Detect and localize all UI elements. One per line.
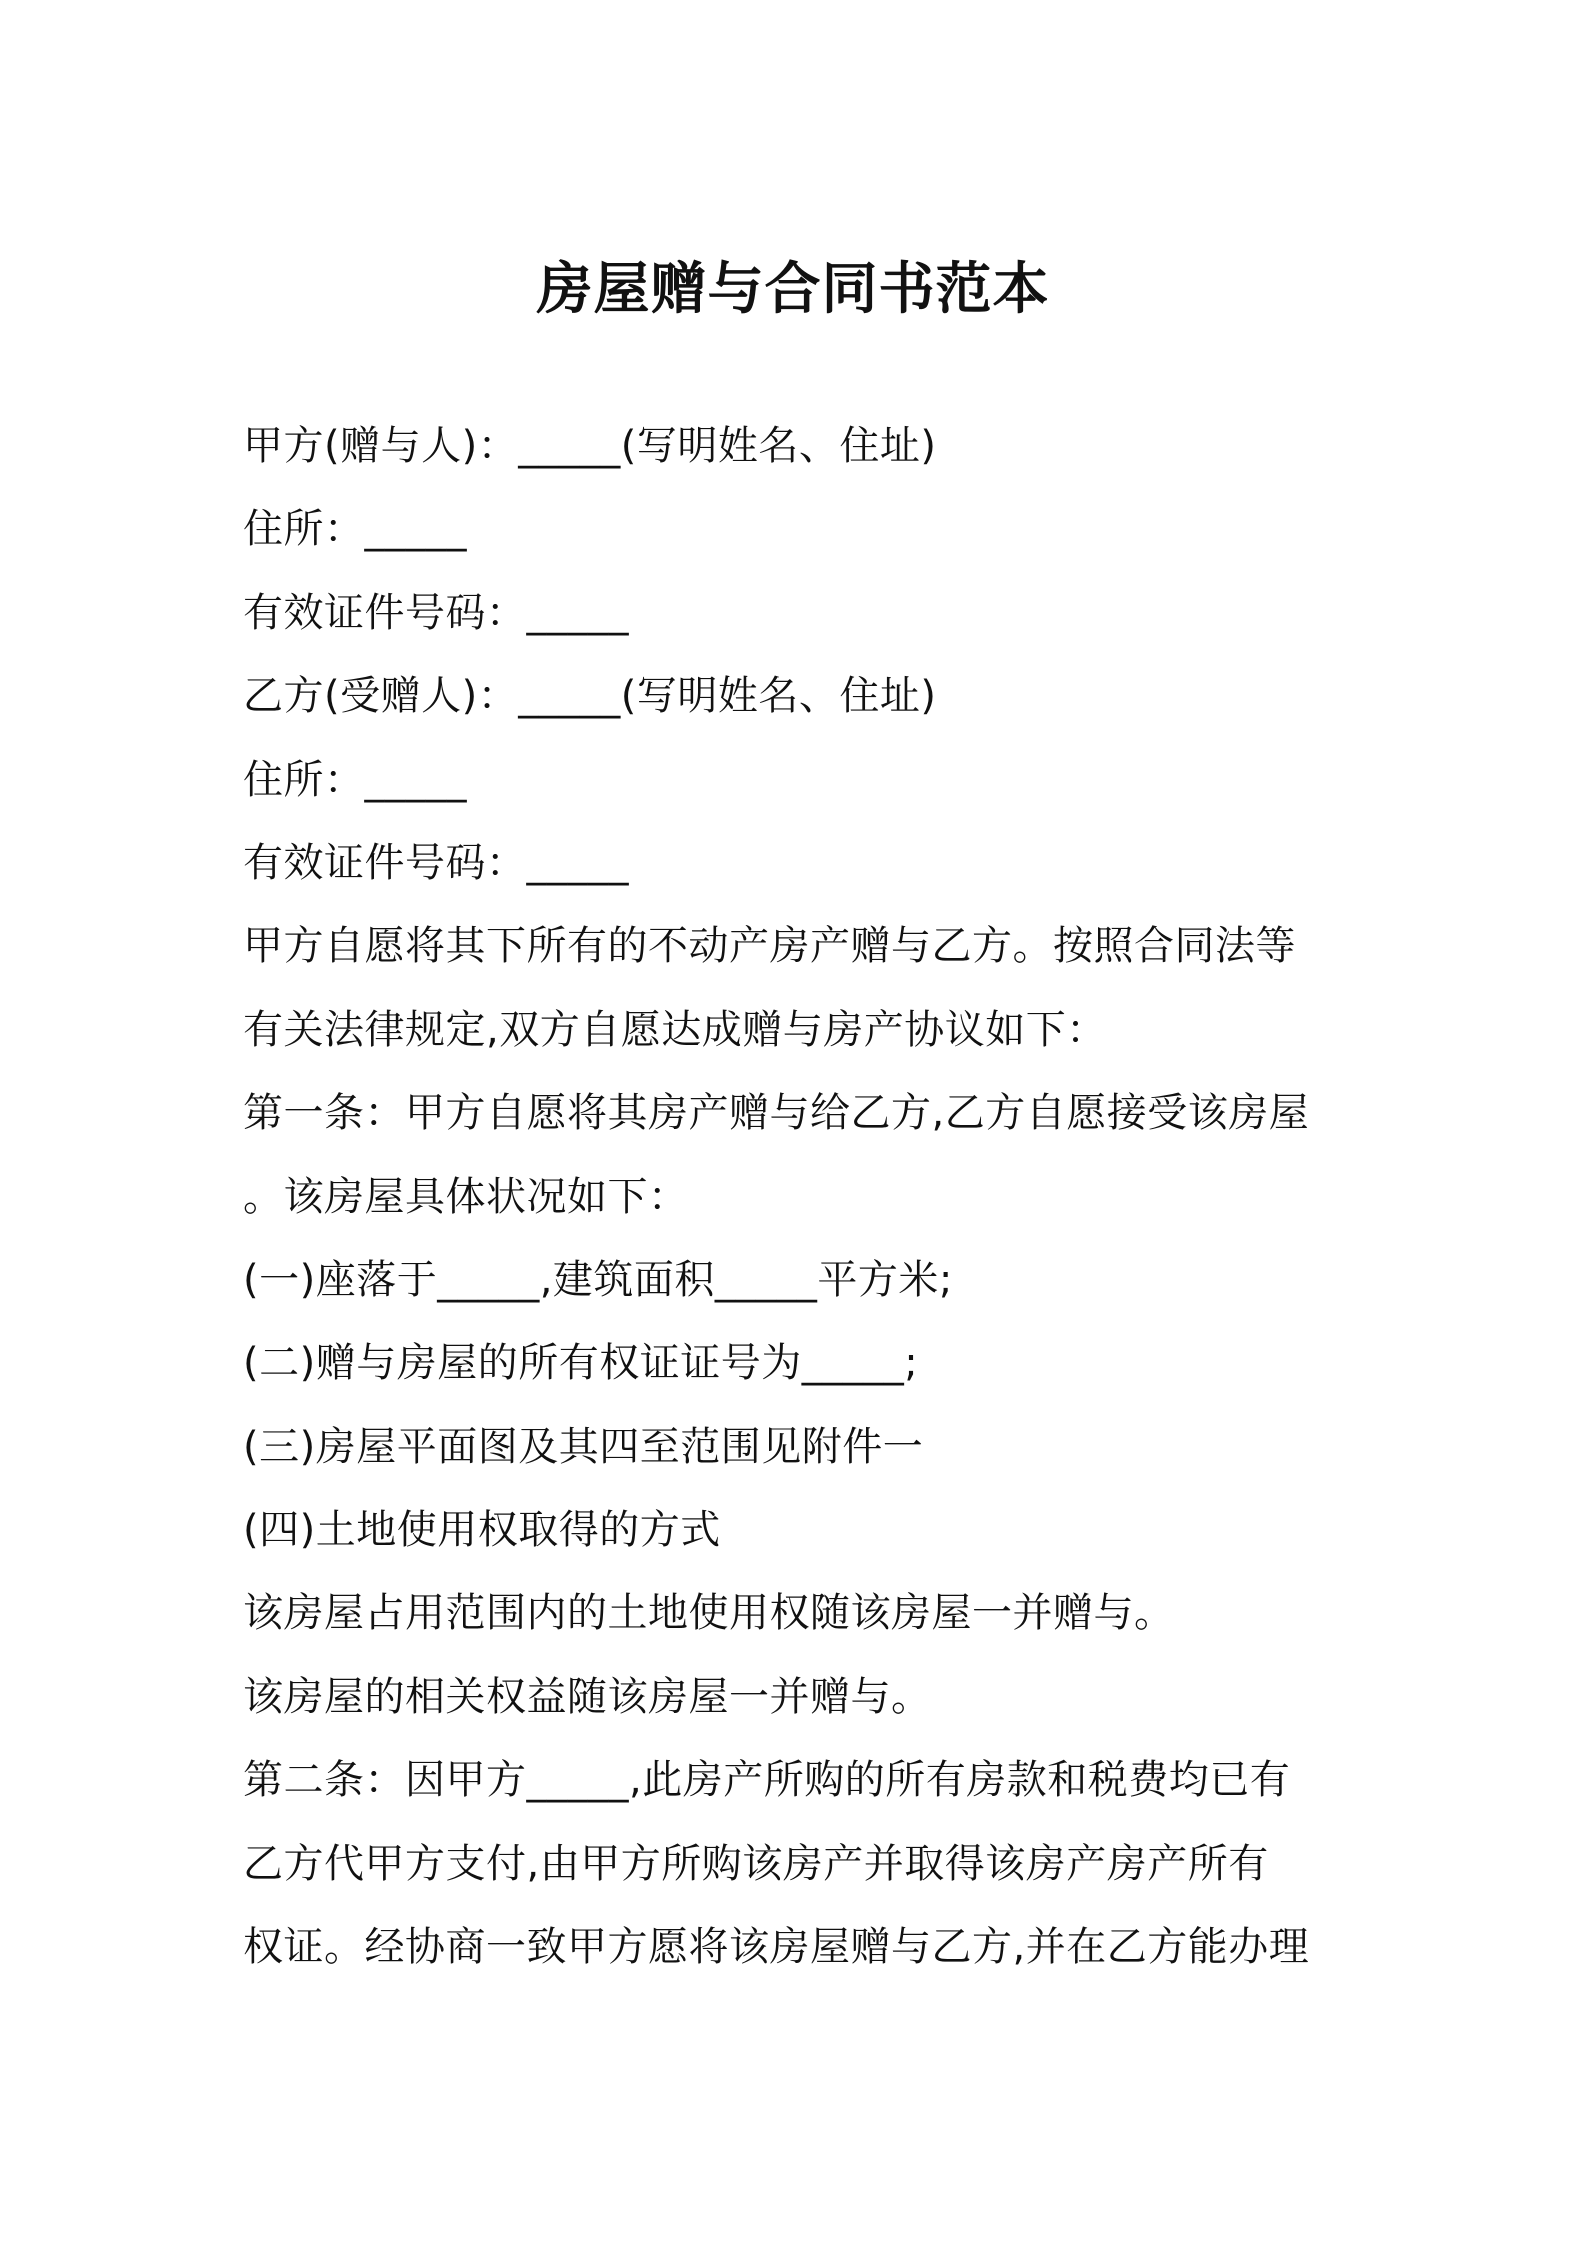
donor-line: 甲方(赠与人)：_____(写明姓名、住址): [243, 423, 937, 469]
preamble-line: 甲方自愿将其下所有的不动产房产赠与乙方。按照合同法等: [243, 923, 1296, 970]
clause-item: (四)土地使用权取得的方式: [243, 1507, 721, 1554]
article-two-line: 乙方代甲方支付,由甲方所购该房产并取得该房产房产所有: [243, 1840, 1269, 1887]
donee-line: 乙方(受赠人)：_____(写明姓名、住址): [243, 673, 937, 720]
article-two-line: 第二条：因甲方_____,此房产所购的所有房款和税费均已有: [243, 1757, 1291, 1804]
article-one-line: 第一条：甲方自愿将其房产赠与给乙方,乙方自愿接受该房屋: [243, 1090, 1310, 1137]
donee-id-line: 有效证件号码：_____: [243, 839, 629, 886]
donor-id-line: 有效证件号码：_____: [243, 589, 629, 636]
article-one-line: 。该房屋具体状况如下：: [243, 1173, 689, 1220]
donee-address-line: 住所：_____: [243, 756, 467, 803]
document-title: 房屋赠与合同书范本: [536, 257, 1050, 322]
clause-item: (二)赠与房屋的所有权证证号为_____;: [243, 1340, 919, 1387]
preamble-line: 有关法律规定,双方自愿达成赠与房产协议如下：: [243, 1006, 1107, 1053]
clause-item: (一)座落于_____,建筑面积_____平方米;: [243, 1256, 953, 1303]
document-body: [243, 405, 1353, 1989]
clause-item: (三)房屋平面图及其四至范围见附件一: [243, 1423, 924, 1470]
article-two-line: 权证。经协商一致甲方愿将该房屋赠与乙方,并在乙方能办理: [243, 1924, 1310, 1971]
donor-address-line: 住所：_____: [243, 506, 467, 553]
clause-text: 该房屋的相关权益随该房屋一并赠与。: [243, 1673, 932, 1720]
clause-text: 该房屋占用范围内的土地使用权随该房屋一并赠与。: [243, 1590, 1175, 1637]
